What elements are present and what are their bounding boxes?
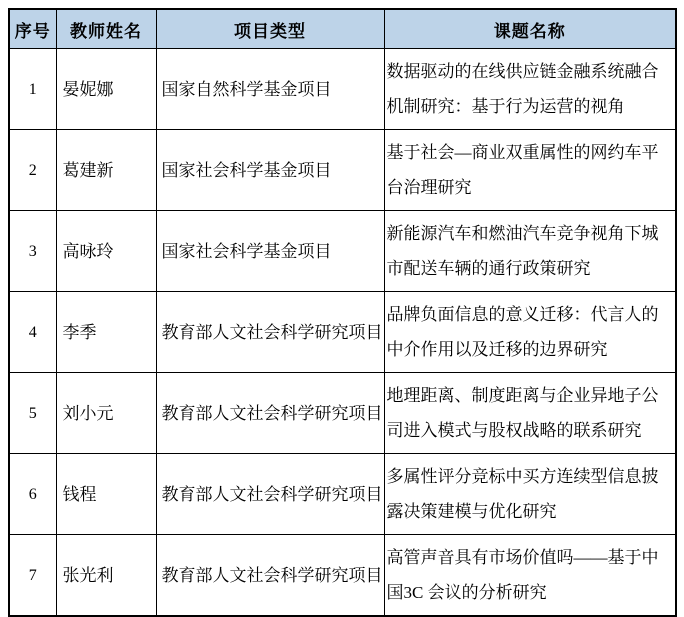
projects-table [8, 8, 677, 617]
cell-teacher-name: 李季 [56, 292, 156, 373]
table-row [9, 535, 676, 617]
cell-teacher-name: 高咏玲 [56, 211, 156, 292]
header-row [9, 9, 676, 49]
table-row [9, 211, 676, 292]
table-row [9, 454, 676, 535]
cell-project-type: 国家社会科学基金项目 [156, 130, 384, 211]
header-topic-name: 课题名称 [384, 9, 676, 49]
cell-topic-name: 高管声音具有市场价值吗——基于中国3C 会议的分析研究 [384, 535, 676, 617]
cell-serial-number: 3 [9, 211, 56, 292]
cell-teacher-name: 张光利 [56, 535, 156, 617]
cell-topic-name: 新能源汽车和燃油汽车竞争视角下城市配送车辆的通行政策研究 [384, 211, 676, 292]
cell-project-type: 教育部人文社会科学研究项目 [156, 373, 384, 454]
cell-topic-name: 数据驱动的在线供应链金融系统融合机制研究：基于行为运营的视角 [384, 49, 676, 130]
cell-project-type: 国家自然科学基金项目 [156, 49, 384, 130]
table-row [9, 373, 676, 454]
cell-serial-number: 1 [9, 49, 56, 130]
cell-teacher-name: 晏妮娜 [56, 49, 156, 130]
cell-serial-number: 2 [9, 130, 56, 211]
document-page [8, 8, 677, 617]
cell-serial-number: 7 [9, 535, 56, 617]
table-row [9, 130, 676, 211]
cell-serial-number: 6 [9, 454, 56, 535]
cell-topic-name: 地理距离、制度距离与企业异地子公司进入模式与股权战略的联系研究 [384, 373, 676, 454]
cell-project-type: 国家社会科学基金项目 [156, 211, 384, 292]
cell-teacher-name: 葛建新 [56, 130, 156, 211]
cell-teacher-name: 钱程 [56, 454, 156, 535]
cell-topic-name: 基于社会—商业双重属性的网约车平台治理研究 [384, 130, 676, 211]
header-project-type: 项目类型 [156, 9, 384, 49]
cell-topic-name: 品牌负面信息的意义迁移：代言人的中介作用以及迁移的边界研究 [384, 292, 676, 373]
cell-topic-name: 多属性评分竞标中买方连续型信息披露决策建模与优化研究 [384, 454, 676, 535]
header-serial-number: 序号 [9, 9, 56, 49]
table-row [9, 49, 676, 130]
cell-serial-number: 4 [9, 292, 56, 373]
cell-project-type: 教育部人文社会科学研究项目 [156, 535, 384, 617]
table-body [9, 49, 676, 617]
cell-project-type: 教育部人文社会科学研究项目 [156, 454, 384, 535]
cell-serial-number: 5 [9, 373, 56, 454]
table-row [9, 292, 676, 373]
cell-project-type: 教育部人文社会科学研究项目 [156, 292, 384, 373]
cell-teacher-name: 刘小元 [56, 373, 156, 454]
header-teacher-name: 教师姓名 [56, 9, 156, 49]
